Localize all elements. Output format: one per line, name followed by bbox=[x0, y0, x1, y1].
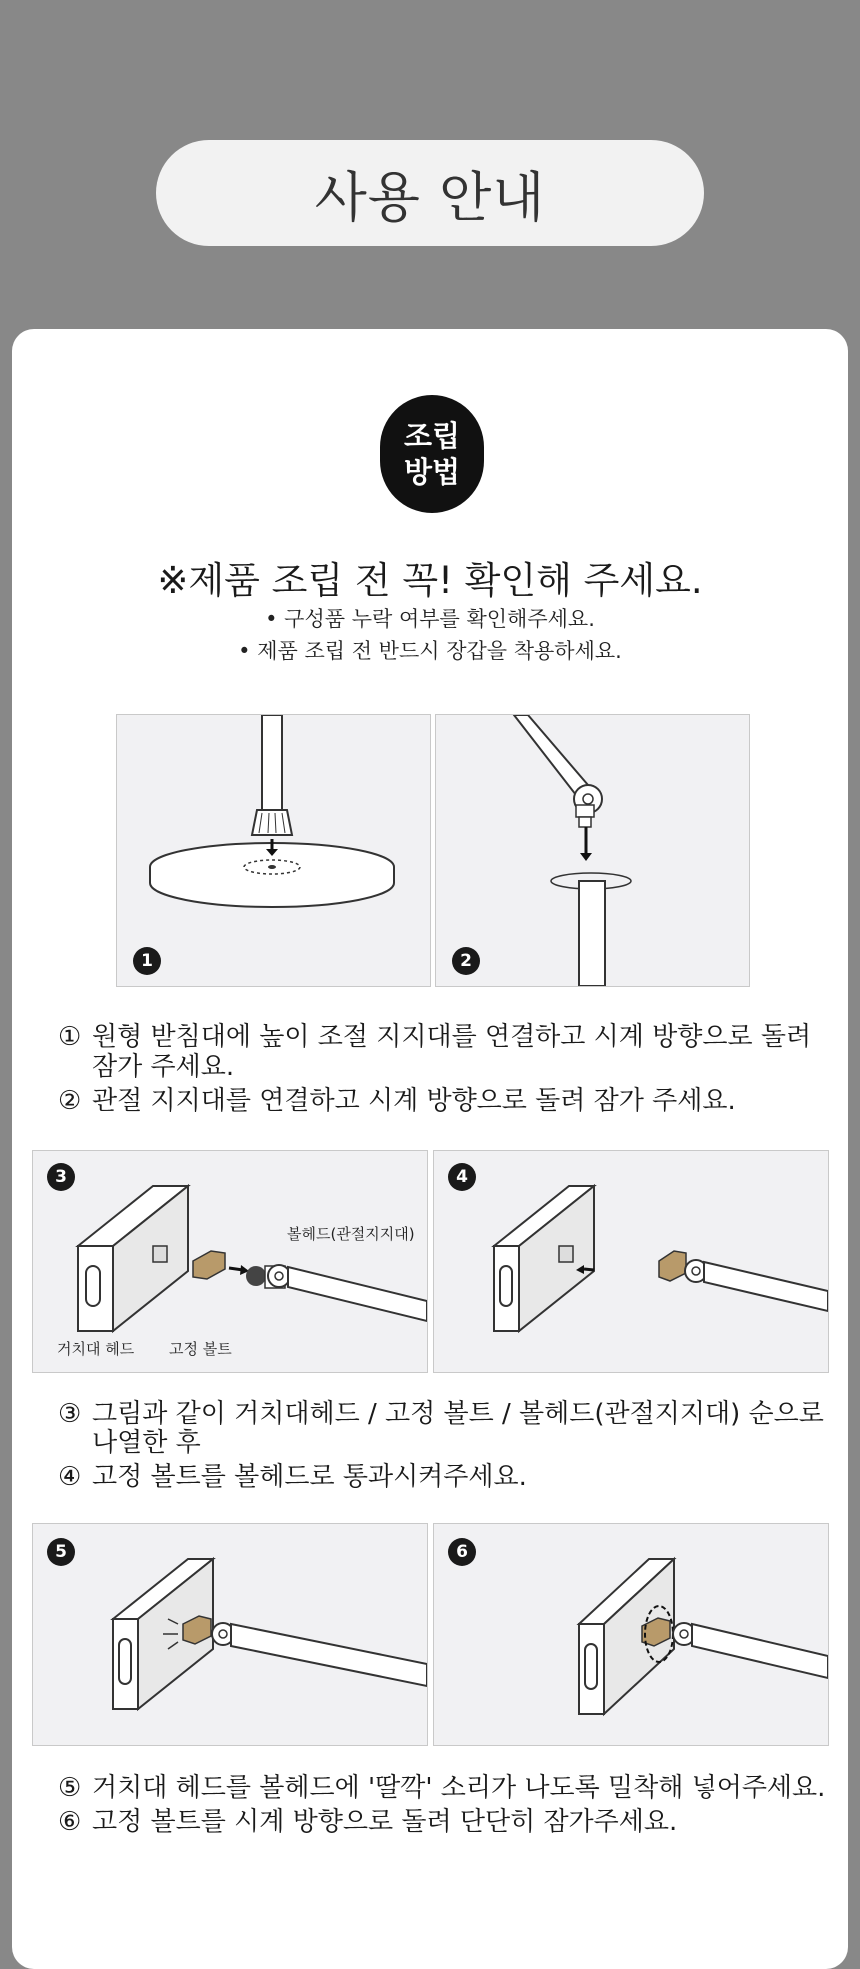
notice-bullet-2: • 제품 조립 전 반드시 장갑을 착용하세요. bbox=[238, 639, 622, 663]
notice-bullet-1: • 구성품 누락 여부를 확인해주세요. bbox=[265, 607, 595, 631]
step-2-text: 관절 지지대를 연결하고 시계 방향으로 돌려 잠가 주세요. bbox=[92, 1086, 736, 1116]
step-6-marker: ⑥ bbox=[58, 1807, 82, 1837]
step-6-text: 고정 볼트를 시계 방향으로 돌려 단단히 잠가주세요. bbox=[92, 1807, 678, 1837]
step-4 bbox=[58, 1462, 527, 1492]
panel-number-1: 1 bbox=[133, 947, 161, 975]
step-5-text: 거치대 헤드를 볼헤드에 '딸깍' 소리가 나도록 밀착해 넣어주세요. bbox=[92, 1773, 826, 1803]
panel-number-2: 2 bbox=[452, 947, 480, 975]
page-title: 사용 안내 bbox=[156, 140, 704, 246]
step-1-marker: ① bbox=[58, 1022, 82, 1052]
bolt-through-illustration bbox=[434, 1151, 828, 1372]
step-2 bbox=[58, 1086, 736, 1116]
section-badge bbox=[380, 395, 484, 513]
step-2-marker: ② bbox=[58, 1086, 82, 1116]
panel-number-3: 3 bbox=[47, 1163, 75, 1191]
step-1-text: 원형 받침대에 높이 조절 지지대를 연결하고 시계 방향으로 돌려 bbox=[92, 1022, 812, 1052]
base-connect-illustration bbox=[117, 715, 430, 986]
step-3 bbox=[58, 1399, 824, 1429]
step-3-marker: ③ bbox=[58, 1399, 82, 1429]
step-4-text: 고정 볼트를 볼헤드로 통과시켜주세요. bbox=[92, 1462, 527, 1492]
step-3-continued: 나열한 후 bbox=[92, 1428, 201, 1458]
illustration-panel-2 bbox=[435, 714, 750, 987]
joint-connect-illustration bbox=[436, 715, 749, 986]
label-ballhead: 볼헤드(관절지지대) bbox=[287, 1225, 415, 1243]
notice-headline: ※제품 조립 전 꼭! 확인해 주세요. bbox=[157, 559, 703, 602]
attach-head-illustration bbox=[33, 1524, 427, 1745]
illustration-panel-6 bbox=[433, 1523, 829, 1746]
illustration-panel-1 bbox=[116, 714, 431, 987]
panel-number-6: 6 bbox=[448, 1538, 476, 1566]
step-5 bbox=[58, 1773, 825, 1803]
step-5-marker: ⑤ bbox=[58, 1773, 82, 1803]
tighten-bolt-illustration bbox=[434, 1524, 828, 1745]
step-4-marker: ④ bbox=[58, 1462, 82, 1492]
illustration-panel-5 bbox=[32, 1523, 428, 1746]
panel-number-5: 5 bbox=[47, 1538, 75, 1566]
step-1-continued: 잠가 주세요. bbox=[92, 1052, 235, 1082]
badge-line-2: 방법 bbox=[403, 455, 461, 489]
step-6 bbox=[58, 1807, 677, 1837]
label-holder-head: 거치대 헤드 bbox=[57, 1340, 135, 1358]
step-3-text: 그림과 같이 거치대헤드 / 고정 볼트 / 볼헤드(관절지지대) 순으로 bbox=[92, 1399, 824, 1429]
label-fixing-bolt: 고정 볼트 bbox=[169, 1340, 232, 1358]
panel-number-4: 4 bbox=[448, 1163, 476, 1191]
illustration-panel-4 bbox=[433, 1150, 829, 1373]
step-1 bbox=[58, 1022, 811, 1052]
badge-line-1: 조립 bbox=[403, 419, 461, 453]
illustration-panel-3 bbox=[32, 1150, 428, 1373]
